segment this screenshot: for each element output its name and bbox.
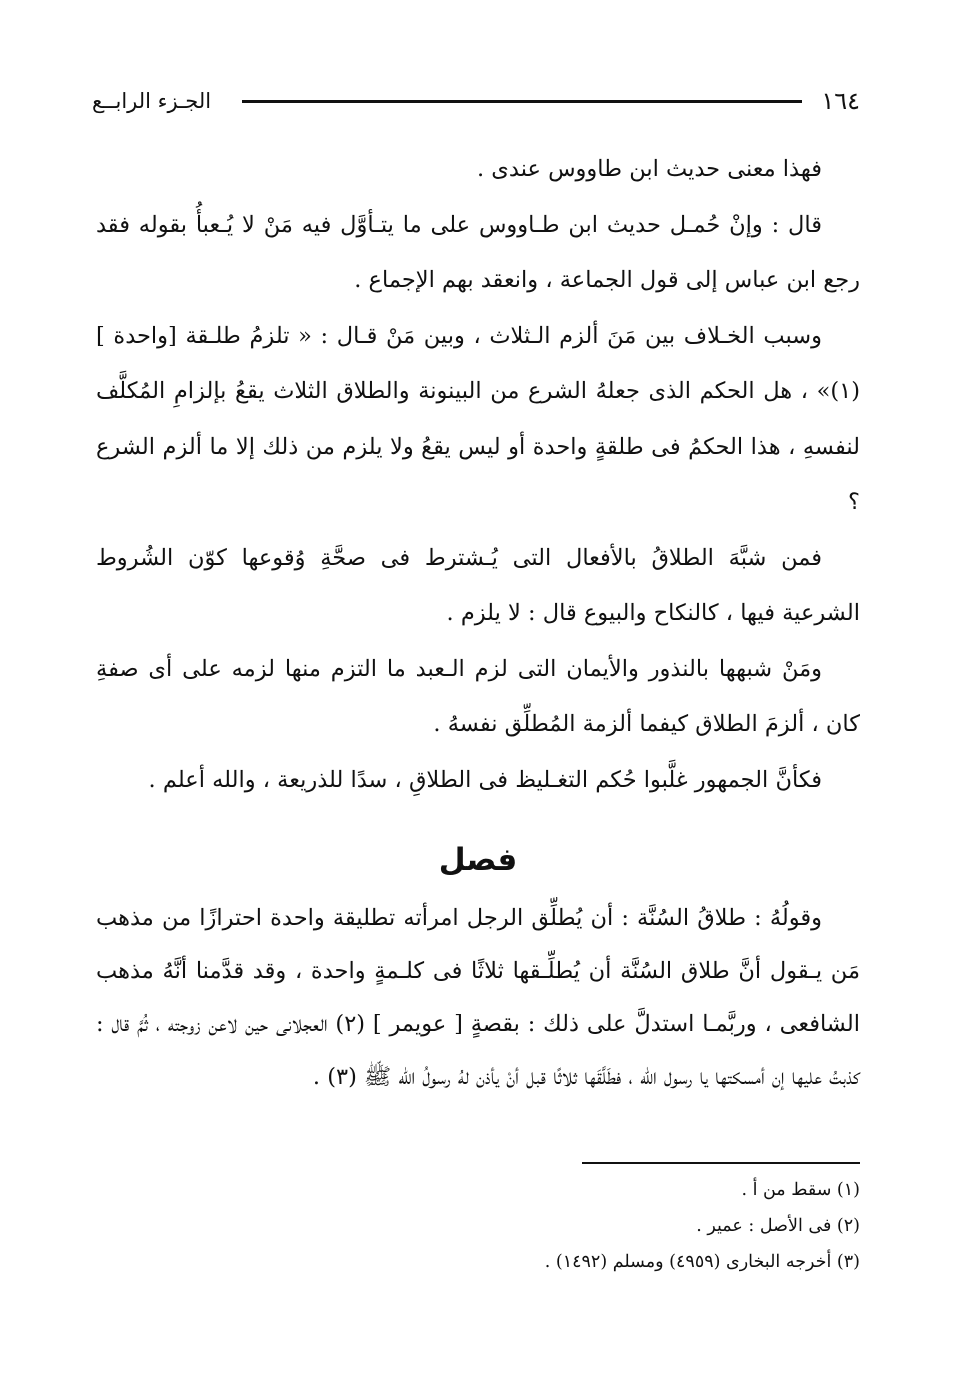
main-text [96,142,860,808]
section-heading: فصل [438,842,518,878]
paragraph: فمن شبَّهَ الطلاقُ بالأفعال التى يُـشترط فى صحَّةِ وُقوعها كوّن الشُروط الشرعية فيها ، كالنكاح والبيوع قال : لا يلزم . [96,544,860,626]
paragraph: فهذا معنى حديث ابن طاووس عندى . [476,156,822,182]
footnote: (٣) أخرجه البخارى (٤٩٥٩) ومسلم (١٤٩٢) . [544,1252,860,1272]
footnote: (١) سقط من أ . [741,1180,860,1200]
footnote-separator [582,1162,860,1164]
paragraph: وقولُهُ : طلاقُ السُنَّة : أن يُطلِّق الرجل امرأته تطليقة واحدة احترازًا من مذهب مَن يـقول أنَّ طلاق السُنَّة أن يُطلِّـقها ثلاثًا فى كلـمةٍ واحدة ، وقد قدَّمنا أنَّهُ مذهب الشافعى ، وربَّمـا استدلَّ على ذلك : بقصةٍ [ عويمر ] (٢) العجلانى حين لاعن زوجته ، ثُمَّ قال : كذبتُ عليها إن أمسكتها يا رسول الله ، فطَلَّقَها ثلاثًا قبل أنْ يأذن لهُ رسولُ الله ﷺ (٣) . [96,905,860,1090]
page-header [92,84,860,118]
page-number: ١٦٤ [821,87,860,115]
footnotes [260,1172,860,1280]
running-title: الجـزء الرابــع [92,89,212,113]
footnote: (٢) فى الأصل : عمير . [696,1216,860,1236]
paragraph: وسبب الخـلاف بين مَنَ ألزم الـثلاث ، وبين مَنْ قـال : « تلزمُ طلـقة [واحدة ] (١)» ، هل الحكم الذى جعلهُ الشرع من البينونة والطلاق الثلاث يقعُ بإلزامِ المُكلَّف لنفسهِ ، هذا الحكمُ فى طلقةٍ واحدة أو ليس يقعُ ولا يلزم من ذلك إلا ما ألزم الشرع ؟ [96,322,860,515]
paragraph: قال : وإنْ حُمـل حديث ابن طـاووس على ما يتـأوَّل فيه مَنْ لا يُـعبأُ بقوله فقد رجع ابن عباس إلى قول الجماعة ، وانعقد بهم الإجماع . [96,211,860,293]
paragraph: ومَنْ شبهها بالنذور والأيمان التى لزم الـعبد ما التزم منها لزمه على أى صفةِ كان ، ألزمَ الطلاق كيفما ألزمة المُطلِّق نفسهُ . [96,655,860,737]
section-text [96,892,860,1104]
paragraph: فكأنَّ الجمهور غلَّبوا حُكم التغـليظ فى الطلاقِ ، سدًا للذريعة ، والله أعلم . [148,766,822,793]
header-rule [242,100,802,103]
